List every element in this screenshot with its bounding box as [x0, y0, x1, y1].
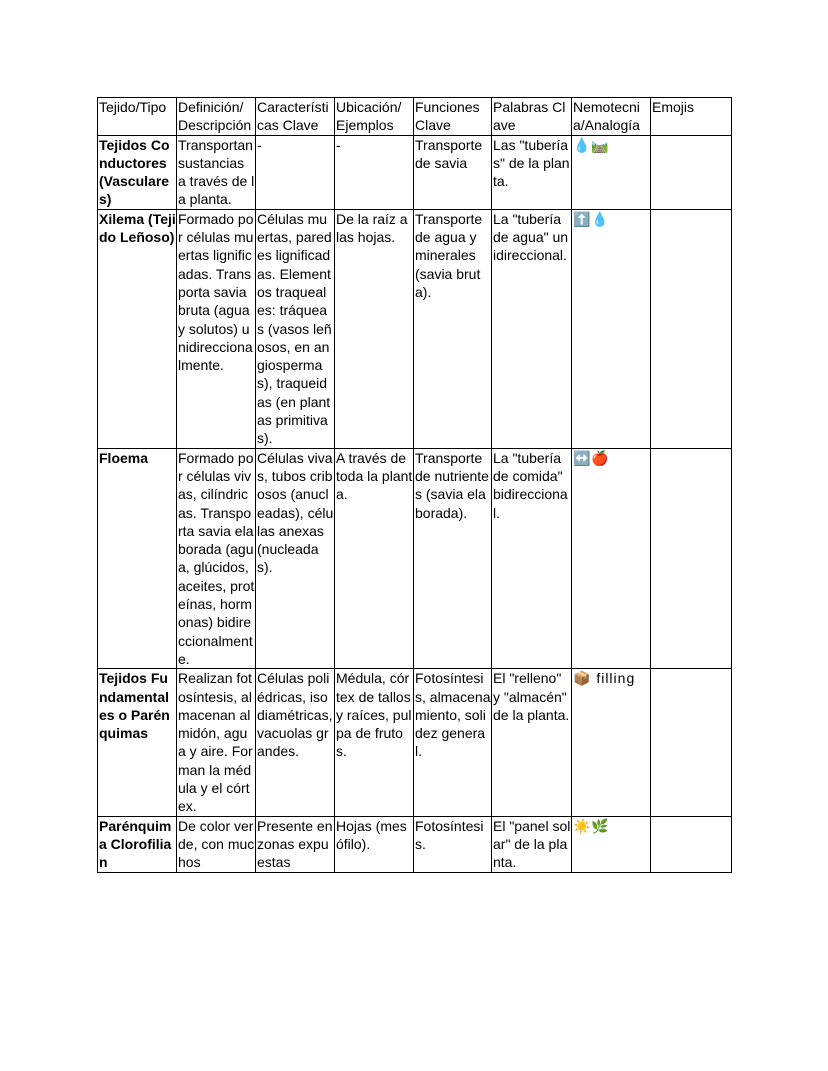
cell-ubicacion: - — [335, 135, 414, 209]
table-row — [98, 816, 732, 872]
table-row — [98, 669, 732, 816]
cell-nemotecnia: ☀️🌿 — [572, 816, 651, 872]
cell-nemotecnia: 💧🛤️ — [572, 135, 651, 209]
header-cell-caracteristicas: Características Clave — [256, 98, 335, 136]
cell-emojis — [651, 135, 732, 209]
cell-caracteristicas: - — [256, 135, 335, 209]
table-row — [98, 135, 732, 209]
cell-funciones: Fotosíntesis, almacenamiento, solidez general. — [414, 669, 492, 816]
cell-ubicacion: Hojas (mesófilo). — [335, 816, 414, 872]
cell-caracteristicas: Células muertas, paredes lignificadas. Elementos traqueales: tráqueas (vasos leñosos, en angiospermas), traqueidas (en plantas primitivas). — [256, 209, 335, 448]
cell-tejido: Floema — [98, 448, 177, 669]
header-cell-definicion: Definición/ Descripción — [177, 98, 256, 136]
cell-nemotecnia: ↔️🍎 — [572, 448, 651, 669]
notes-table — [97, 97, 732, 873]
cell-tejido: Tejidos Fundamentales o Parénquimas — [98, 669, 177, 816]
cell-ubicacion: Médula, córtex de tallos y raíces, pulpa de frutos. — [335, 669, 414, 816]
cell-emojis — [651, 448, 732, 669]
cell-caracteristicas: Presente en zonas expuestas — [257, 817, 333, 871]
cell-nemotecnia: 📦 filling — [572, 669, 651, 816]
cell-nemotecnia: ⬆️💧 — [572, 209, 651, 448]
header-cell-tejido: Tejido/Tipo — [98, 98, 177, 136]
cell-tejido: Parénquima Clorofilian — [98, 816, 177, 872]
cell-definicion: Transportan sustancias a través de la planta. — [178, 136, 255, 208]
cell-funciones: Transporte de agua y minerales (savia bruta). — [414, 209, 492, 448]
cell-palabras: La "tubería de comida" bidireccional. — [492, 448, 572, 669]
cell-palabras: Las "tuberías" de la planta. — [492, 135, 572, 209]
cell-emojis — [651, 816, 732, 872]
header-row — [98, 98, 732, 136]
cell-definicion: Realizan fotosíntesis, almacenan almidón, agua y aire. Forman la médula y el córtex. — [177, 669, 256, 816]
cell-funciones: Transporte de nutrientes (savia elaborada). — [414, 448, 492, 669]
cell-palabras: El "relleno" y "almacén" de la planta. — [492, 669, 572, 816]
cell-ubicacion: De la raíz a las hojas. — [335, 209, 414, 448]
table-row — [98, 209, 732, 448]
cell-funciones: Fotosíntesis. — [414, 816, 492, 872]
header-cell-emojis: Emojis — [651, 98, 732, 136]
cell-emojis — [651, 669, 732, 816]
header-cell-funciones: Funciones Clave — [414, 98, 492, 136]
cell-caracteristicas: Células poliédricas, isodiamétricas, vacuolas grandes. — [256, 669, 335, 816]
cell-definicion: Formado por células vivas, cilíndricas. Transporta savia elaborada (agua, glúcidos, aceites, proteínas, hormonas) bidireccionalmente. — [178, 449, 255, 667]
cell-tejido: Xilema (Tejido Leñoso) — [98, 209, 177, 448]
cell-tejido: Tejidos Conductores (Vasculares) — [98, 135, 177, 209]
header-cell-ubicacion: Ubicación/ Ejemplos — [335, 98, 414, 136]
header-cell-nemotecnia: Nemotecnia/Analogía — [572, 98, 651, 136]
cell-palabras: La "tubería de agua" unidireccional. — [492, 209, 572, 448]
header-cell-palabras: Palabras Clave — [492, 98, 572, 136]
cell-caracteristicas: Células vivas, tubos cribosos (anucleadas), células anexas (nucleadas). — [256, 448, 335, 669]
cell-emojis — [651, 209, 732, 448]
cell-palabras: El "panel solar" de la planta. — [493, 817, 571, 871]
cell-definicion: Formado por células muertas lignificadas. Transporta savia bruta (agua y solutos) unidireccionalmente. — [177, 209, 256, 448]
cell-definicion: De color verde, con muchos — [178, 817, 255, 871]
table-row — [98, 448, 732, 669]
cell-ubicacion: A través de toda la planta. — [335, 448, 414, 669]
cell-funciones: Transporte de savia — [414, 135, 492, 209]
